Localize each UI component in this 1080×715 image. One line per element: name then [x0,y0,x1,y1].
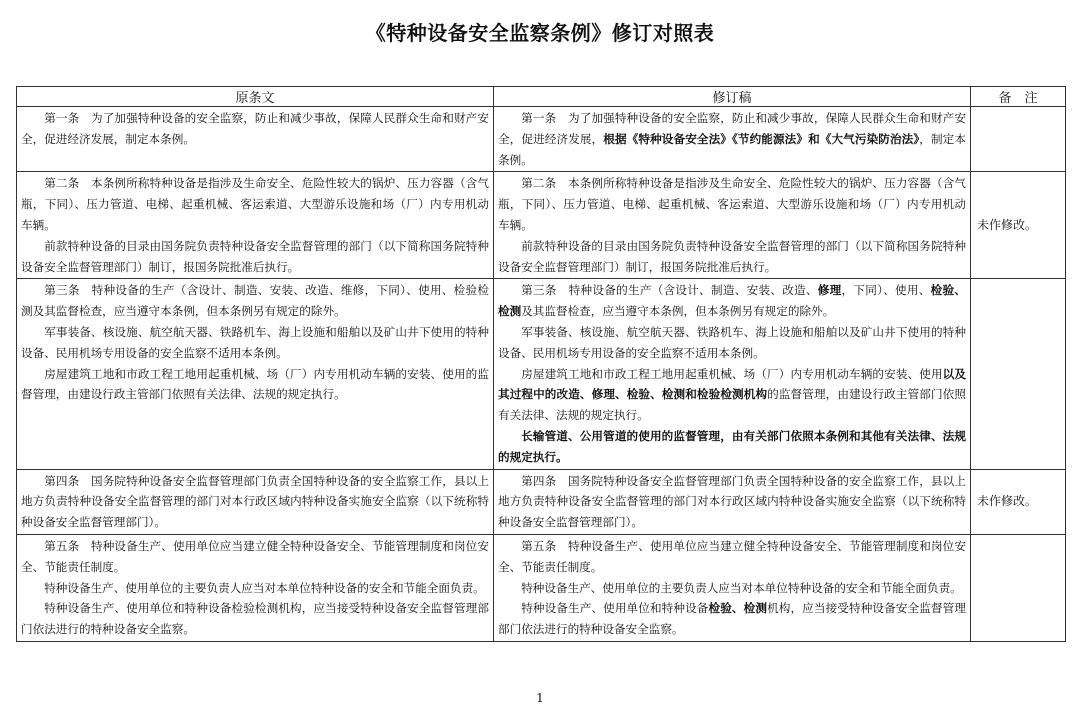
revised-text: 前款特种设备的目录由国务院负责特种设备安全监督管理的部门（以下简称国务院特种设备安全监督管理部门）制订，报国务院批准后执行。 [498,238,966,274]
revised-text: 及其监督检查，应当遵守本条例，但本条例另有规定的除外。 [521,304,835,319]
revised-text: 房屋建筑工地和市政工程工地用起重机械、场（厂）内专用机动车辆的安装、使用 [521,366,943,381]
revised-article-cell [494,107,971,172]
table-row [17,534,1066,641]
revised-text: ，制定本条例。 [498,131,966,167]
note-cell [971,279,1066,469]
revised-article-cell [494,534,971,641]
header-original: 原条文 [17,87,494,107]
revised-text: 第三条 特种设备的生产（含设计、制造、安装、改造、 [521,283,818,298]
table-row [17,172,1066,279]
original-paragraph: 第二条 本条例所称特种设备是指涉及生命安全、危险性较大的锅炉、压力容器（含气瓶，下同）、压力管道、电梯、起重机械、客运索道、大型游乐设施和场（厂）内专用机动车辆。 [21,176,489,232]
revised-text: 机构，应当接受特种设备安全监督管理部门依法进行的特种设备安全监察。 [498,601,966,637]
table-row [17,469,1066,534]
page-number: 1 [536,691,544,705]
revised-paragraph [498,236,966,278]
revised-article-cell [494,172,971,279]
header-note: 备 注 [971,87,1066,107]
original-article-cell [17,534,494,641]
revised-text: 第二条 本条例所称特种设备是指涉及生命安全、危险性较大的锅炉、压力容器（含气瓶，下同）、压力管道、电梯、起重机械、客运索道、大型游乐设施和场（厂）内专用机动车辆。 [498,176,966,232]
revised-paragraph [498,322,966,364]
table-header-row [17,87,1066,107]
original-paragraph: 第三条 特种设备的生产（含设计、制造、安装、改造、维修，下同）、使用、检验检测及其监督检查，应当遵守本条例，但本条例另有规定的除外。 [21,283,489,319]
revised-paragraph [498,364,966,426]
revised-paragraph [498,578,966,599]
original-paragraph: 第一条 为了加强特种设备的安全监察，防止和减少事故，保障人民群众生命和财产安全，促进经济发展，制定本条例。 [21,111,489,146]
revised-paragraph [498,280,966,322]
note-cell [971,534,1066,641]
note-cell: 未作修改。 [971,469,1066,534]
revised-text-bold: 以及其过程中的改造、修理、检验、检测和检验检测机构 [498,366,966,402]
original-paragraph: 特种设备生产、使用单位的主要负责人应当对本单位特种设备的安全和节能全面负责。 [44,580,485,595]
original-paragraph: 房屋建筑工地和市政工程工地用起重机械、场（厂）内专用机动车辆的安装、使用的监督管理，由建设行政主管部门依照有关法律、法规的规定执行。 [21,366,489,402]
original-paragraph: 第四条 国务院特种设备安全监督管理部门负责全国特种设备的安全监察工作，县以上地方负责特种设备安全监督管理的部门对本行政区域内特种设备实施安全监察（以下统称特种设备安全监督管理部门）。 [21,473,489,530]
revised-text: 第五条 特种设备生产、使用单位应当建立健全特种设备安全、节能管理制度和岗位安全、节能责任制度。 [498,538,966,574]
comparison-table [16,86,1066,642]
revised-paragraph [498,598,966,640]
revised-article-cell [494,279,971,469]
original-paragraph: 前款特种设备的目录由国务院负责特种设备安全监督管理的部门（以下简称国务院特种设备安全监督管理部门）制订，报国务院批准后执行。 [21,238,489,274]
revised-text: 的监督管理，由建设行政主管部门依照有关法律、法规的规定执行。 [498,387,966,423]
revised-text-bold: 检验、检测 [708,601,768,616]
note-cell: 未作修改。 [971,172,1066,279]
document-title: 《特种设备安全监察条例》修订对照表 [365,21,715,45]
original-paragraph: 军事装备、核设施、航空航天器、铁路机车、海上设施和船舶以及矿山井下使用的特种设备、民用机场专用设备的安全监察不适用本条例。 [21,324,489,360]
revised-text: 特种设备生产、使用单位的主要负责人应当对本单位特种设备的安全和节能全面负责。 [521,580,962,595]
original-article-cell [17,279,494,469]
table-body [17,107,1066,642]
revised-text-bold: 修理 [817,283,842,298]
revised-text: 第四条 国务院特种设备安全监督管理部门负责全国特种设备的安全监察工作，县以上地方负责特种设备安全监督管理的部门对本行政区域内特种设备实施安全监察（以下统称特种设备安全监督管理部门）。 [498,473,966,530]
revised-paragraph [498,108,966,170]
note-cell [971,107,1066,172]
header-revised: 修订稿 [494,87,971,107]
revised-text: 第一条 为了加强特种设备的安全监察，防止和减少事故，保障人民群众生命和财产安全，促进经济发展， [498,111,966,146]
original-paragraph: 第五条 特种设备生产、使用单位应当建立健全特种设备安全、节能管理制度和岗位安全、节能责任制度。 [21,538,489,574]
revised-paragraph [498,426,966,468]
revised-text: 军事装备、核设施、航空航天器、铁路机车、海上设施和船舶以及矿山井下使用的特种设备、民用机场专用设备的安全监察不适用本条例。 [498,324,966,360]
revised-article-cell [494,469,971,534]
table-row [17,107,1066,172]
table-row [17,279,1066,469]
revised-paragraph [498,471,966,533]
revised-paragraph [498,173,966,235]
revised-text: 特种设备生产、使用单位和特种设备 [521,601,709,616]
original-article-cell [17,469,494,534]
revised-text: ，下同）、使用、 [841,283,931,298]
original-article-cell [17,172,494,279]
original-paragraph: 特种设备生产、使用单位和特种设备检验检测机构，应当接受特种设备安全监督管理部门依法进行的特种设备安全监察。 [21,601,489,637]
revised-text-bold: 根据《特种设备安全法》《节约能源法》和《大气污染防治法》 [603,131,920,146]
revised-paragraph [498,536,966,578]
original-article-cell [17,107,494,172]
revised-text-bold: 长输管道、公用管道的使用的监督管理，由有关部门依照本条例和其他有关法律、法规的规定执行。 [498,428,966,464]
revised-text-bold: 检验、检测 [498,283,966,319]
